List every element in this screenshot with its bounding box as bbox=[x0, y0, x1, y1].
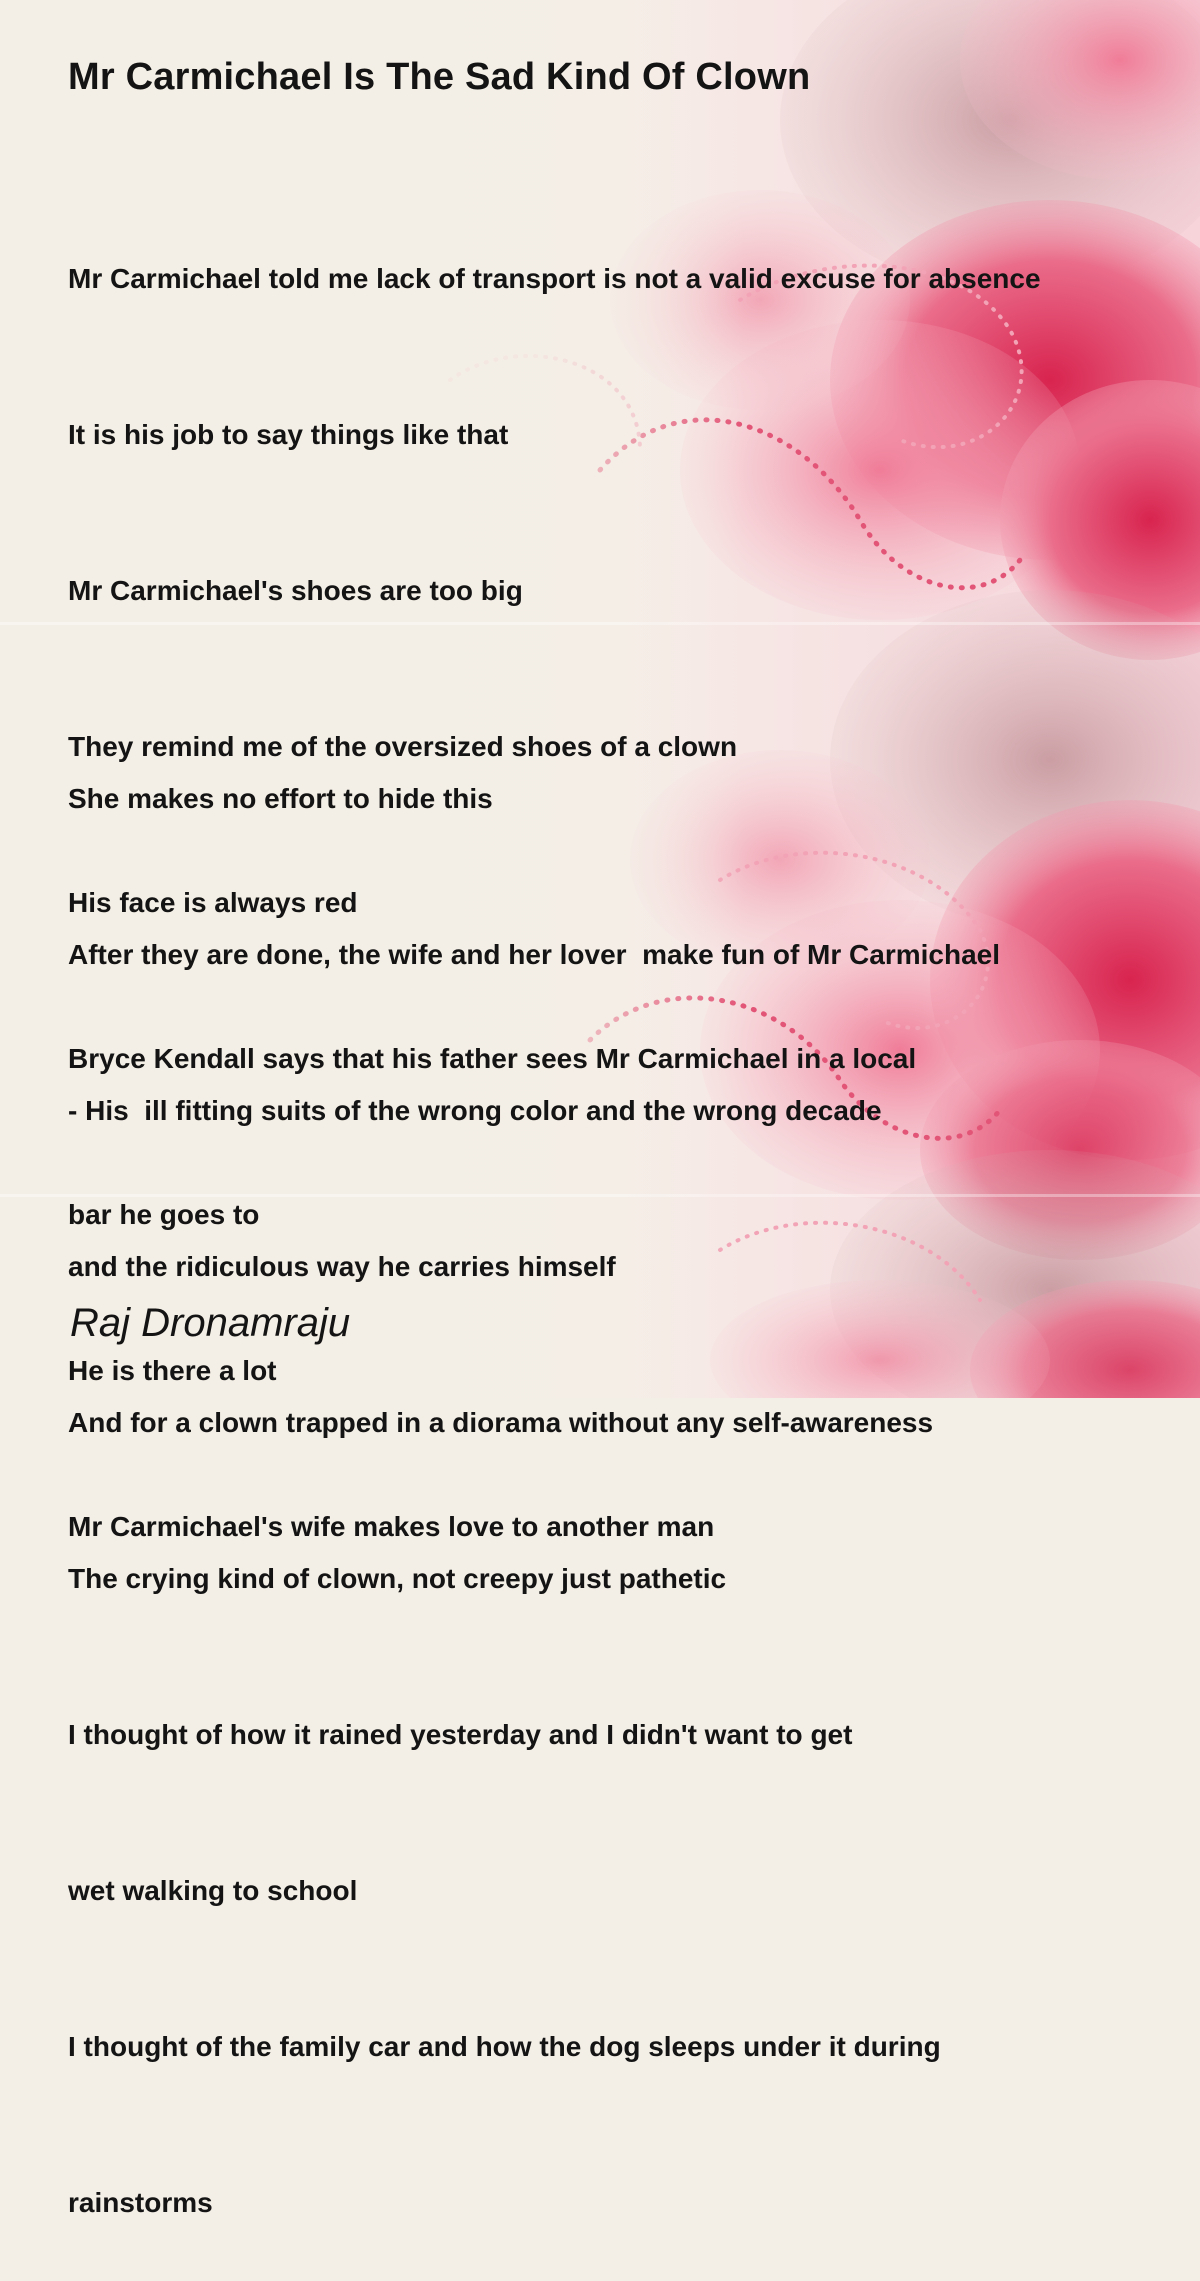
poem-line: The crying kind of clown, not creepy just pathetic bbox=[68, 1563, 727, 1594]
poem-line: Mr Carmichael's shoes are too big bbox=[68, 575, 523, 606]
poem-line: I thought of the family car and how the dog sleeps under it during bbox=[68, 2031, 941, 2062]
poem-author: Raj Dronamraju bbox=[70, 1301, 351, 1345]
poem-line: He is there a lot bbox=[68, 1355, 277, 1386]
poem-line: It is his job to say things like that bbox=[68, 419, 509, 450]
poem-line: - His ill fitting suits of the wrong color and the wrong decade bbox=[68, 1095, 882, 1126]
poem-line: bar he goes to bbox=[68, 1199, 260, 1230]
poem-line: I thought of how it rained yesterday and I didn't want to get bbox=[68, 1719, 853, 1750]
poem-line: After they are done, the wife and her lover make fun of Mr Carmichael bbox=[68, 939, 1001, 970]
poem-line: and the ridiculous way he carries himself bbox=[68, 1251, 616, 1282]
poem-title: Mr Carmichael Is The Sad Kind Of Clown bbox=[68, 56, 811, 98]
poem-line: wet walking to school bbox=[68, 1875, 358, 1906]
poem-line: Mr Carmichael told me lack of transport is not a valid excuse for absence bbox=[68, 263, 1041, 294]
poem-line: rainstorms bbox=[68, 2187, 213, 2218]
poem-line: Mr Carmichael's wife makes love to another man bbox=[68, 1511, 715, 1542]
poem-line: She makes no effort to hide this bbox=[68, 783, 493, 814]
poem-stanza-2 bbox=[68, 669, 1000, 2281]
poem-line: They remind me of the oversized shoes of a clown bbox=[68, 731, 738, 762]
poem-line: Bryce Kendall says that his father sees Mr Carmichael in a local bbox=[68, 1043, 917, 1074]
poem-line: His face is always red bbox=[68, 887, 358, 918]
poem-line: And for a clown trapped in a diorama without any self-awareness bbox=[68, 1407, 934, 1438]
